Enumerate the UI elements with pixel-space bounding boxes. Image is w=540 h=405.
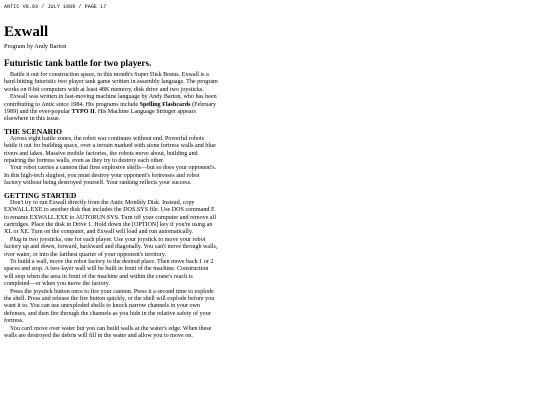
running-head: ANTIC V8.03 / JULY 1989 / PAGE 17 xyxy=(4,4,107,10)
section-heading-scenario: THE SCENARIO xyxy=(4,126,63,136)
scenario-paragraph-1: Across eight battle zones, the robot war continues without end. Powerful robots battle it out for building space, over a terrain marked with stone fortress walls and blue rivers and lakes. Massive mobile factories, the robots move about, building and repairing the fortress walls, even as they try to destroy each other. xyxy=(4,135,216,165)
intro-paragraph-2 xyxy=(4,94,218,124)
article-subtitle: Futuristic tank battle for two players. xyxy=(4,58,152,68)
program-name-typo-ii: TYPO II xyxy=(71,109,95,116)
intro-text-b: (February 1989) and the ever-popular xyxy=(4,101,217,116)
section-heading-getting-started: GETTING STARTED xyxy=(4,190,77,200)
intro-text-c: . His Machine Language Stringer appears elsewhere in this issue. xyxy=(4,109,196,123)
getting-started-paragraph-4: Press the joystick button once to fire your cannon. Press it a second time to explode the shell. Press and release the fire button quickly, or the shell will explode before you want it to. You can use unexploded shells to knock narrow channels in your own defenses, and then fire through the channels as you hide in the relative safety of your fortress. xyxy=(4,288,215,325)
program-name-spelling-flashcards: Spelling Flashcards xyxy=(139,101,191,108)
getting-started-paragraph-1: Don't try to run Exwall directly from the Antic Monthly Disk. Instead, copy EXWALL.EXE to another disk that includes the DOS.SYS file. Use DOS command E to rename EXWALL.EXE to AUTORUN.SYS. Turn off your computer and remove all cartridges. Place the disk in Drive 1. Hold down the [OPTION] key if you're using an XL or XE. Turn on the computer, and Exwall will load and run automatically. xyxy=(4,199,217,236)
intro-text-a: Exwall was written in fast-moving machine language by Andy Barton, who has been contributing to Antic since 1984. His programs include xyxy=(4,94,217,108)
article-byline: Program by Andy Barton xyxy=(4,43,67,50)
getting-started-paragraph-2: Plug in two joysticks, one for each player. Use your joystick to move your robot factory up and down, forward, backward and diagonally. You can't move through walls, over water, or into the farthest quarter of your opponent's territory. xyxy=(4,236,218,258)
article-page xyxy=(4,4,218,340)
scenario-paragraph-2: Your robot carries a cannon that fires explosive shells—but so does your opponent's. In this high-tech slugfest, you must destroy your opponent's fortresses and robot factory without being destroyed yourself. Your ranking reflects your success. xyxy=(4,165,217,187)
getting-started-paragraph-5: You can't move over water but you can build walls at the water's edge. When these walls are destroyed the debris will fill in the water and allow you to move on. xyxy=(4,325,212,339)
article-title: Exwall xyxy=(4,24,49,40)
intro-paragraph-1: Battle it out for construction space, in this month's Super Disk Bonus. Exwall is a hard-hitting futuristic two player tank game written in assembly language. The program works on 8-bit computers with at least 48K memory, disk drive and two joysticks. xyxy=(4,72,218,93)
getting-started-paragraph-3: To build a wall, move the robot factory to the desired place. Then move back 1 or 2 spaces and stop. A two-layer wall will be built in front of the machine. Construction will stop when the area in front of the machine and within the crane's reach is completed—or when you move the factory. xyxy=(4,258,214,288)
